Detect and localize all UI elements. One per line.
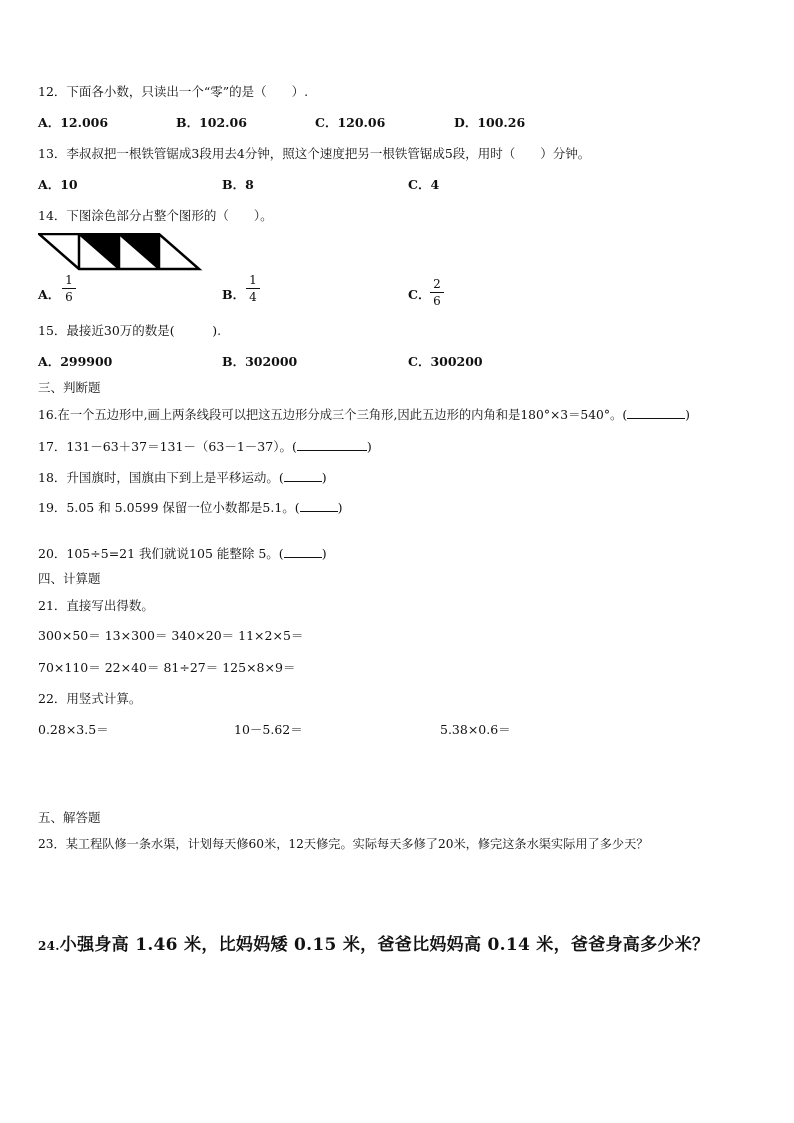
section-5-heading: 五、解答题 [38,810,101,825]
q16-statement: 16.在一个五边形中,画上两条线段可以把这五边形分成三个三角形,因此五边形的内角和是180°×3＝540°。( ) [38,408,690,422]
q14-option-c-label: C． [408,287,431,302]
q15-option-c: C．300200 [408,354,483,369]
section-3-heading: 三、判断题 [38,380,101,395]
q18-statement: 18．升国旗时，国旗由下到上是平移运动。( ) [38,470,327,485]
q14-option-c-fraction: 2 6 [430,277,444,308]
q14-stem: 14．下图涂色部分占整个图形的（ ）。 [38,208,273,223]
q20-statement: 20．105÷5=21 我们就说105 能整除 5。( ) [38,546,327,561]
q13-option-b: B．8 [222,177,254,192]
q16-answer-blank[interactable] [627,406,685,419]
q12-option-d: D．100.26 [454,115,526,130]
q12-option-c: C．120.06 [315,115,386,130]
q15-option-b: B．302000 [222,354,298,369]
q13-option-c: C．4 [408,177,440,192]
q14-option-a-label: A． [38,287,61,302]
q18-answer-blank[interactable] [284,469,322,482]
q21-stem: 21．直接写出得数。 [38,598,154,613]
q22-item-3: 5.38×0.6＝ [440,722,511,737]
q12-option-b: B．102.06 [176,115,247,130]
q24-problem: 24.小强身高 1.46 米，比妈妈矮 0.15 米，爸爸比妈妈高 0.14 米，爸爸身高多少米？ [38,935,710,955]
q23-problem: 23．某工程队修一条水渠，计划每天修60米，12天修完。实际每天多修了20米，修完这条水渠实际用了多少天？ [38,837,649,851]
q12-option-a: A．12.006 [38,115,109,130]
q22-stem: 22．用竖式计算。 [38,691,142,706]
q17-statement: 17．131－63＋37＝131－（63－1－37）。( ) [38,439,372,454]
q15-option-a: A．299900 [38,354,113,369]
q20-answer-blank[interactable] [284,545,322,558]
q14-option-b-fraction: 1 4 [246,273,260,304]
q21-row-1: 300×50＝ 13×300＝ 340×20＝ 11×2×5＝ [38,628,304,643]
q12-stem: 12．下面各小数，只读出一个“零”的是（ ）. [38,84,309,99]
q13-option-a: A．10 [38,177,78,192]
q15-stem: 15．最接近30万的数是( ). [38,323,222,338]
q19-answer-blank[interactable] [300,499,338,512]
section-4-heading: 四、计算题 [38,571,101,586]
q22-item-1: 0.28×3.5＝ [38,722,109,737]
q19-statement: 19．5.05 和 5.0599 保留一位小数都是5.1。( ) [38,500,343,515]
q22-item-2: 10－5.62＝ [234,722,303,737]
parallelogram-figure [38,233,204,271]
q17-answer-blank[interactable] [297,438,367,451]
q21-row-2: 70×110＝ 22×40＝ 81÷27＝ 125×8×9＝ [38,660,296,675]
q13-stem: 13．李叔叔把一根铁管锯成3段用去4分钟，照这个速度把另一根铁管锯成5段，用时（ ）分钟。 [38,146,591,161]
q14-option-a-fraction: 1 6 [62,273,76,304]
q14-option-b-label: B． [222,287,246,302]
